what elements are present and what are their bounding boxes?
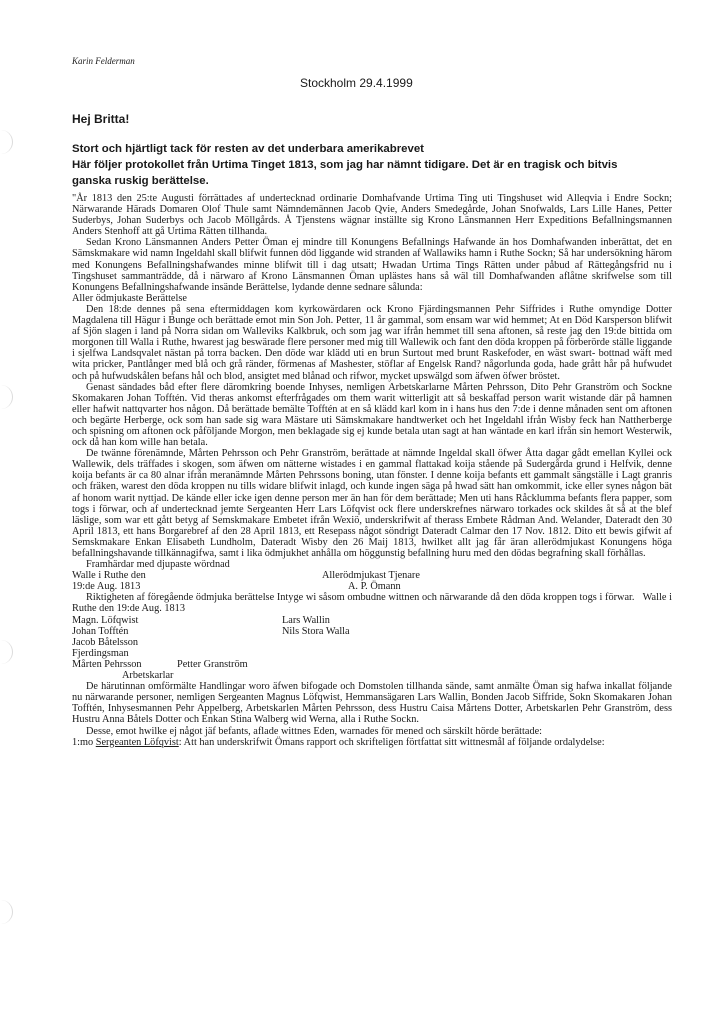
protocol-paragraph: Desse, emot hwilke ej något jäf befants, aflade wittnes Eden, warnades för mened och särskilt hörde berättade: [86,725,543,737]
punch-hole-mark [0,900,13,924]
witness-name: Mårten Pehrsson [72,658,142,670]
greeting: Hej Britta! [72,112,130,126]
witness-row [72,637,672,648]
signature-row [72,570,672,581]
protocol-paragraph: Sedan Krono Länsmannen Anders Petter Öman ej mindre till Konungens Befallnings Hafwande än hos Domhafwanden inberättat, det en Sämskmakare wid namn Ingeldahl skall blifwit funnen död liggande wid stranden af Wallawiks hamn i Ruthe Sockn; Så har undersökning härom med Konungens Befallningshafwandes minne blifwit till i dag utsatt; Hwadan Urtima Tings Rätten under påbud af Rättegångsfrid nu i Tingshuset sammanträdde, då i närwaro af Krono Länsmannen Öman uplästes hans så wäl till Domhafwanden aflåtne skrifwelse som till Konungens Befallningshafwande insände Berättelse, lydande denne sednare sålunda: [72,237,672,293]
report-paragraph: Den 18:de dennes på sena eftermiddagen kom kyrkowärdaren ock Krono Fjärdingsmannen Pehr Siffrides i Ruthe omyndige Dotter Magdalena till Hägur i Bunge och berättade emot min Son Joh. Petter, 11 år gammal, som ensam war wid hemmet; At en Död Karsperson blifwit af Sjön slagen i land på Norra sidan om Walleviks Kalkbruk, och som jag war ifrån hemmet till sena aftonen, så reste jag den 19:de bittida om morgonen till Walla i Ruthe, hwarest jag beswärade flere personer med mig till Wallewik och fant den döda kroppen på förberörde ställe liggande i sjelfwa Landsqvalet nästan på torra backen. Den döde war klädd uti en brun Surtout med brunt Raskefoder, en wäst swart- bottnad wäft med wita pricker, Pantlånger med blå och grå ränder, förmenas af Mashester, stöflar af Engelsk Rand? någorlunda goda, hade grått hår på hufwudet och på hufwudskålen befans hål och blod, ansigtet med blånad och rifwor, mycket upswälgd som äfwen öfwer bröstet. [72,303,672,382]
signature-row [72,581,672,592]
witness-row [72,615,672,626]
report-paragraph: De twänne förenämnde, Mårten Pehrsson och Pehr Granström, berättade at nämnde Ingeldal skall öfwer Åtta dagar gådt emellan Kyllei ock Wallewik, dels träffades i skogen, som äfwen om nätterne wistades i en gammal flattakad koija stående på Sudergårda grund i Helfvik, denne koija befants är ca 80 alnar ifrån meranämnde Mårten Pehrssons boning, utan fönster. I denne koija befants ett gammalt sängställe i Lagt granris och fräken, warest den döda kroppen nu tills widare blifwit inlagd, och kunde ingen säga på hwad sätt han omkommit, icke eller synes någon bät af honom warit nyttjad. De kände eller icke igen denne person mer än han för dem berättade; Men uti hans Råcklumma befants flera papper, som togs i förwar, och af undertecknad jemte Sergeanten Herr Lars Löfqvist ock flere underskrefnes närwaro torkades ock skildes åt så at the blef läslige, som war ett gått betyg af Semskmakare Embetet ifrån Wexiö, underskrifwit af therass Embete Rådman And. Welander, Dateradt den 30 April 1813, ett hans Borgarebref af den 28 April 1813, ett Resepass något söndrigt Dateradt Calmar den 17 Nov. 1812. Dito ett bewis gifwit af Semskmakare Enkan Elisabeth Lundholm, Dateradt Wisby den 26 Maij 1813, hwilket allt jag får äran allerödmjukast Konungens höga befallningshavande tillkännagifwa, samt i lika ödmjukhet anhålla om höggunstig befallning huru med den dödas begrafning skall förhållas. [72,448,672,559]
witness-title: Fjerdingsman [72,647,129,659]
punch-hole-mark [0,385,13,409]
attestation-paragraph [72,592,672,614]
report-paragraph: Genast sändades båd efter flere däromkring boende Inhyses, nemligen Arbetskarlarne Mårten Pehrsson, Dito Pehr Granström och Sockne Skomakaren Johan Tofftén. Vid theras ankomst efterfrågades om them warit witterligit att så beskaffad person warit wistande där på hamnen eller hafwit nattqvarter hos någon. Då berättade bemälte Tofftén at en så klädd karl kom in i hans hus den 7:de i denne månaden sent om aftonen och begärte Herberge, ock som han sade sig wara Mästare uti Sämskmakare handtwerket och het Ingeldahl ifrån Wisby feck han Nattherberge och spisning om aftonen ock påföljande Morgon, men beklagade sig ej kunde betala utan sagt at han wäntade en karl ifrån sin hemort Westerwik, ock då han kom wille han betala. [72,381,672,449]
intro-line: Här följer protokollet från Urtima Tinget 1813, som jag har nämnt tidigare. Det är en tragisk och bitvis [72,159,618,171]
protocol-transcript [72,193,672,748]
signature-place: Walle i Ruthe den [72,570,146,582]
attestation-text: Riktigheten af föregående ödmjuka berättelse Intyge wi såsom ombudne wittnen och närwarande då den döda kroppen togs i förwar. [86,592,635,604]
witness-name: Nils Stora Walla [282,625,350,637]
protocol-paragraph: "År 1813 den 25:te Augusti förrättades af undertecknad ordinarie Domhafvande Urtima Ting uti Tingshuset wid Alleqvia i Endre Sockn; Närwarande Härads Domaren Olof Thule samt Nämndemännen Jacob Qvie, Anders Smedegårde, Johan Snofwalds, Lars Lille Hanes, Petter Suderbys, Johan Suderbys och Jacob Möllgårds. Å Tjenstens wägnar inställte sig Krono Länsmannen Herr Expeditions Befallningsmannen Anders Stenhoff att gå Urtima Rätten tillhanda. [72,193,672,238]
testimony-paragraph [72,737,672,748]
intro-line: Stort och hjärtligt tack för resten av det underbara amerikabrevet [72,143,424,155]
intro-paragraph [72,141,672,189]
witness-name: Magn. Löfqwist [72,614,139,626]
witness-row [72,626,672,637]
dateline: Stockholm 29.4.1999 [300,76,413,90]
protocol-paragraph: De härutinnan omförmälte Handlingar woro äfwen bifogade och Domstolen tillhanda sände, samt anmälte Öman sig hafwa inkallat följande nu närwarande personer, nemligen Sergeanten Magnus Löfqwist, Hemmansägaren Lars Wallin, Bonden Jacob Siffride, Sokn Skomakaren Johan Tofftén, Inhysesmannen Pehr Appelberg, Arbetskarlen Mårten Pehrsson, dess Hustru Caisa Mårtens Dotter, Arbetskarlen Pehr Granström, dess Hustru Anna Båtels Dotter och Enkan Stina Walberg wid Werna, alla i Ruthe Sockn. [72,681,672,726]
testimony-witness: Sergeanten Löfqvist [95,736,179,748]
sender-name: Karin Felderman [72,56,135,66]
witness-row [72,659,672,670]
witness-name: Petter Granström [177,658,248,670]
witness-name: Jacob Båtelsson [72,636,139,648]
attestation-place: Walle i Ruthe den 19:de Aug. 1813 [72,592,672,615]
report-closing: Framhärdar med djupaste wördnad [86,559,230,571]
punch-hole-mark [0,640,13,664]
punch-hole-mark [0,130,13,154]
signature-salutation: Allerödmjukast Tjenare [322,570,420,582]
report-heading: Aller ödmjukaste Berättelse [72,292,187,304]
witness-role: Arbetskarlar [122,670,174,682]
witness-row [72,670,672,681]
witness-row [72,648,672,659]
signature-name: A. P. Ömann [348,581,401,593]
signature-date: 19:de Aug. 1813 [72,581,141,593]
witness-name: Lars Wallin [282,614,330,626]
testimony-number: 1:mo [72,736,94,748]
intro-line: ganska ruskig berättelse. [72,175,209,187]
testimony-text: : Att han underskrifwit Ömans rapport och skrifteligen förtfattat sitt wittnesmål af följande ordalydelse: [178,736,605,748]
witness-name: Johan Tofftén [72,625,129,637]
